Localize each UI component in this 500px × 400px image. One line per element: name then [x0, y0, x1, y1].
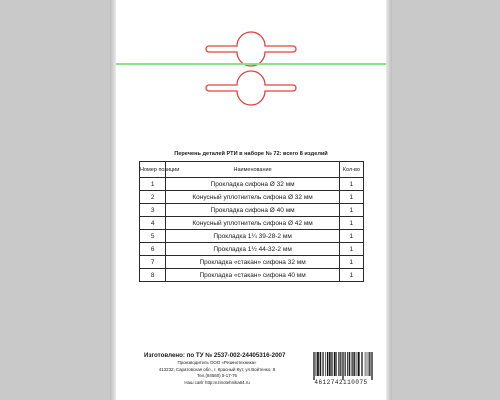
barcode-bar [327, 352, 328, 376]
barcode-bar [345, 352, 346, 376]
barcode-bar [319, 352, 320, 376]
barcode-bar [362, 352, 363, 376]
row-number: 6 [140, 243, 166, 256]
barcode-bar [353, 352, 354, 376]
barcode-bar [322, 352, 323, 376]
barcode-bar [369, 352, 370, 376]
row-quantity: 1 [339, 217, 363, 230]
table-row [140, 269, 364, 282]
barcode-bar [341, 352, 342, 376]
hang-hole-bottom-icon [116, 72, 386, 112]
barcode-bar [371, 352, 372, 380]
row-quantity: 1 [339, 204, 363, 217]
barcode-bar [352, 352, 353, 376]
table-row [140, 256, 364, 269]
parts-list-title: Перечень деталей РТИ в наборе № 72: всего 8 изделий [174, 151, 328, 157]
barcode-bar [331, 352, 332, 376]
barcode-bar [361, 352, 362, 376]
table-header-row [140, 162, 364, 178]
product-card [116, 0, 386, 400]
row-name: Прокладка сифона Ø 40 мм [166, 204, 339, 217]
barcode-bar [352, 352, 353, 376]
producer-name: Производитель ООО «Резинотехника» [177, 360, 257, 365]
card-shadow-right [386, 0, 392, 400]
barcode-bar [338, 352, 339, 376]
row-number: 1 [140, 178, 166, 191]
barcode-bar [317, 352, 318, 376]
barcode-bar [340, 352, 341, 376]
header-name: Наименование [166, 162, 339, 178]
barcode-bar [359, 352, 360, 376]
row-number: 7 [140, 256, 166, 269]
barcode-bar [321, 352, 322, 376]
barcode-bar [332, 352, 333, 376]
barcode-bar [329, 352, 330, 376]
table-row [140, 243, 364, 256]
barcode-bar [323, 352, 324, 376]
producer-site: Наш сайт http:rezinotehnika64.ru [184, 379, 250, 385]
barcode-bar [365, 352, 366, 376]
barcode-bar [339, 352, 340, 376]
producer-info [142, 360, 292, 386]
barcode-bar [316, 352, 317, 376]
barcode-bar [348, 352, 349, 376]
producer-address: 413232, Саратовская обл., г. Красный Кут, ул.Войтенко, 8 [158, 366, 276, 372]
table-row [140, 178, 364, 191]
barcode-bar [334, 352, 335, 376]
row-number: 5 [140, 230, 166, 243]
manufacturing-standard: Изготовлено: по ТУ № 2537-002-24405316-2007 [144, 352, 286, 359]
barcode-bar [345, 352, 346, 376]
barcode-bar [329, 352, 330, 376]
barcode-bar [325, 352, 326, 376]
barcode-bar [318, 352, 319, 376]
barcode [313, 352, 373, 386]
row-number: 8 [140, 269, 166, 282]
barcode-bar [334, 352, 335, 376]
barcode-bars-icon [313, 352, 373, 380]
row-number: 2 [140, 191, 166, 204]
row-quantity: 1 [339, 256, 363, 269]
divider-line [116, 63, 386, 65]
barcode-bar [328, 352, 329, 376]
barcode-bar [358, 352, 359, 376]
row-name: Прокладка сифона Ø 32 мм [166, 178, 339, 191]
row-name: Конусный уплотнитель сифона Ø 32 мм [166, 191, 339, 204]
barcode-bar [354, 352, 355, 376]
barcode-bar [317, 352, 318, 376]
row-quantity: 1 [339, 178, 363, 191]
table-row [140, 204, 364, 217]
table-row [140, 217, 364, 230]
barcode-bar [372, 352, 373, 380]
barcode-bar [358, 352, 359, 376]
barcode-bar [313, 352, 314, 380]
barcode-bar [343, 352, 344, 380]
row-name: Прокладка 1¼ 39-28-2 мм [166, 230, 339, 243]
header-quantity: Кол-во [339, 162, 363, 178]
row-quantity: 1 [339, 269, 363, 282]
barcode-bar [367, 352, 368, 376]
barcode-number: 4612742110075 [314, 379, 368, 386]
row-quantity: 1 [339, 191, 363, 204]
barcode-bar [357, 352, 358, 376]
parts-table [139, 161, 364, 282]
row-name: Прокладка 1½ 44-32-2 мм [166, 243, 339, 256]
barcode-bar [342, 352, 343, 380]
barcode-bar [314, 352, 315, 380]
row-name: Прокладка «стакан» сифона 32 мм [166, 256, 339, 269]
barcode-bar [347, 352, 348, 376]
producer-phone: Тел.(84560) 5-17-76 [197, 373, 237, 379]
hang-hole-top-icon [116, 0, 386, 70]
barcode-bar [369, 352, 370, 376]
header-position: Номер позиции [140, 162, 166, 178]
table-row [140, 230, 364, 243]
row-number: 4 [140, 217, 166, 230]
barcode-bar [350, 352, 351, 376]
barcode-bar [330, 352, 331, 376]
barcode-bar [320, 352, 321, 376]
barcode-bar [336, 352, 337, 376]
row-name: Конусный уплотнитель сифона Ø 42 мм [166, 217, 339, 230]
row-number: 3 [140, 204, 166, 217]
table-row [140, 191, 364, 204]
row-quantity: 1 [339, 230, 363, 243]
barcode-bar [370, 352, 371, 376]
row-quantity: 1 [339, 243, 363, 256]
barcode-bar [355, 352, 356, 376]
row-name: Прокладка «стакан» сифона 40 мм [166, 269, 339, 282]
barcode-bar [335, 352, 336, 376]
barcode-bar [349, 352, 350, 376]
